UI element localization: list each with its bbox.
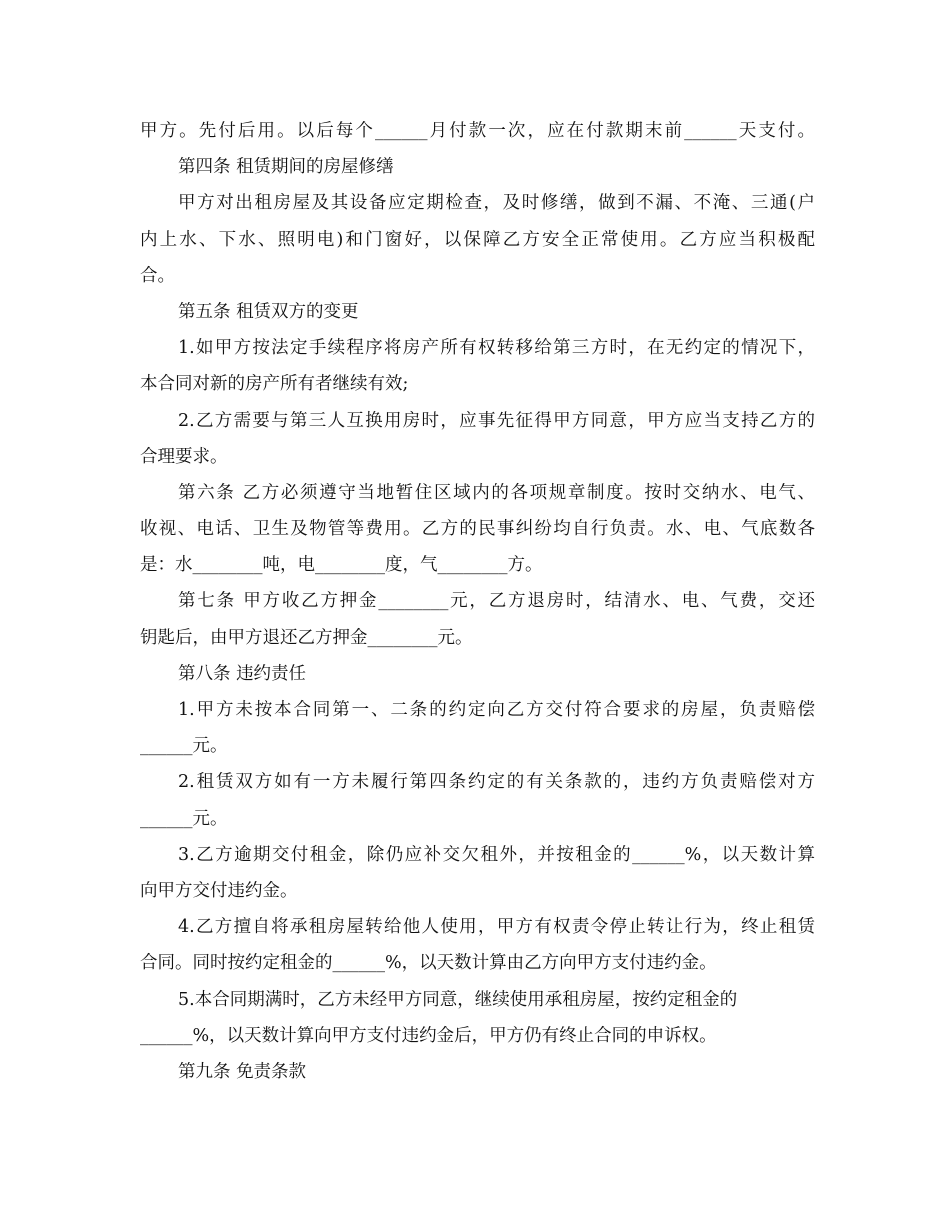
document-line: ______元。: [140, 736, 228, 757]
document-line: 合。: [140, 265, 175, 286]
document-line: 第九条 免责条款: [178, 1061, 307, 1082]
document-line: 钥匙后，由甲方退还乙方押金________元。: [140, 627, 473, 648]
document-line: 向甲方交付违约金。: [140, 880, 298, 901]
document-body: [140, 113, 815, 1090]
document-line: ______元。: [140, 808, 228, 829]
document-line: 3.乙方逾期交付租金，除仍应补交欠租外，并按租金的______%，以天数计算: [178, 844, 815, 865]
document-line: 2.乙方需要与第三人互换用房时，应事先征得甲方同意，甲方应当支持乙方的: [178, 410, 815, 431]
document-line: 甲方对出租房屋及其设备应定期检查，及时修缮，做到不漏、不淹、三通(户: [178, 193, 815, 214]
document-line: 是：水________吨，电________度，气________方。: [140, 555, 543, 576]
document-line: 内上水、下水、照明电)和门窗好，以保障乙方安全正常使用。乙方应当积极配: [140, 229, 815, 250]
document-line: 第五条 租赁双方的变更: [178, 301, 359, 322]
document-line: ______%，以天数计算向甲方支付违约金后，甲方仍有终止合同的申诉权。: [140, 1025, 717, 1046]
document-line: 4.乙方擅自将承租房屋转给他人使用，甲方有权责令停止转让行为，终止租赁: [178, 917, 815, 938]
document-line: 甲方。先付后用。以后每个______月付款一次，应在付款期末前______天支付。: [140, 121, 815, 141]
document-line: 5.本合同期满时，乙方未经甲方同意，继续使用承租房屋，按约定租金的: [178, 989, 738, 1010]
document-line: 1.甲方未按本合同第一、二条的约定向乙方交付符合要求的房屋，负责赔偿: [178, 700, 815, 720]
document-line: 第四条 租赁期间的房屋修缮: [178, 157, 394, 178]
document-line: 1.如甲方按法定手续程序将房产所有权转移给第三方时，在无约定的情况下，: [178, 338, 815, 359]
document-line: 合同。同时按约定租金的______%，以天数计算由乙方向甲方支付违约金。: [140, 953, 717, 974]
document-line: 第八条 违约责任: [178, 663, 307, 684]
document-line: 第七条 甲方收乙方押金________元，乙方退房时，结清水、电、气费，交还: [178, 591, 815, 612]
document-line: 第六条 乙方必须遵守当地暂住区域内的各项规章制度。按时交纳水、电气、: [178, 482, 815, 503]
document-line: 2.租赁双方如有一方未履行第四条约定的有关条款的，违约方负责赔偿对方: [178, 772, 815, 793]
document-line: 收视、电话、卫生及物管等费用。乙方的民事纠纷均自行负责。水、电、气底数各: [140, 519, 815, 540]
document-line: 本合同对新的房产所有者继续有效;: [140, 374, 409, 395]
document-line: 合理要求。: [140, 446, 228, 467]
